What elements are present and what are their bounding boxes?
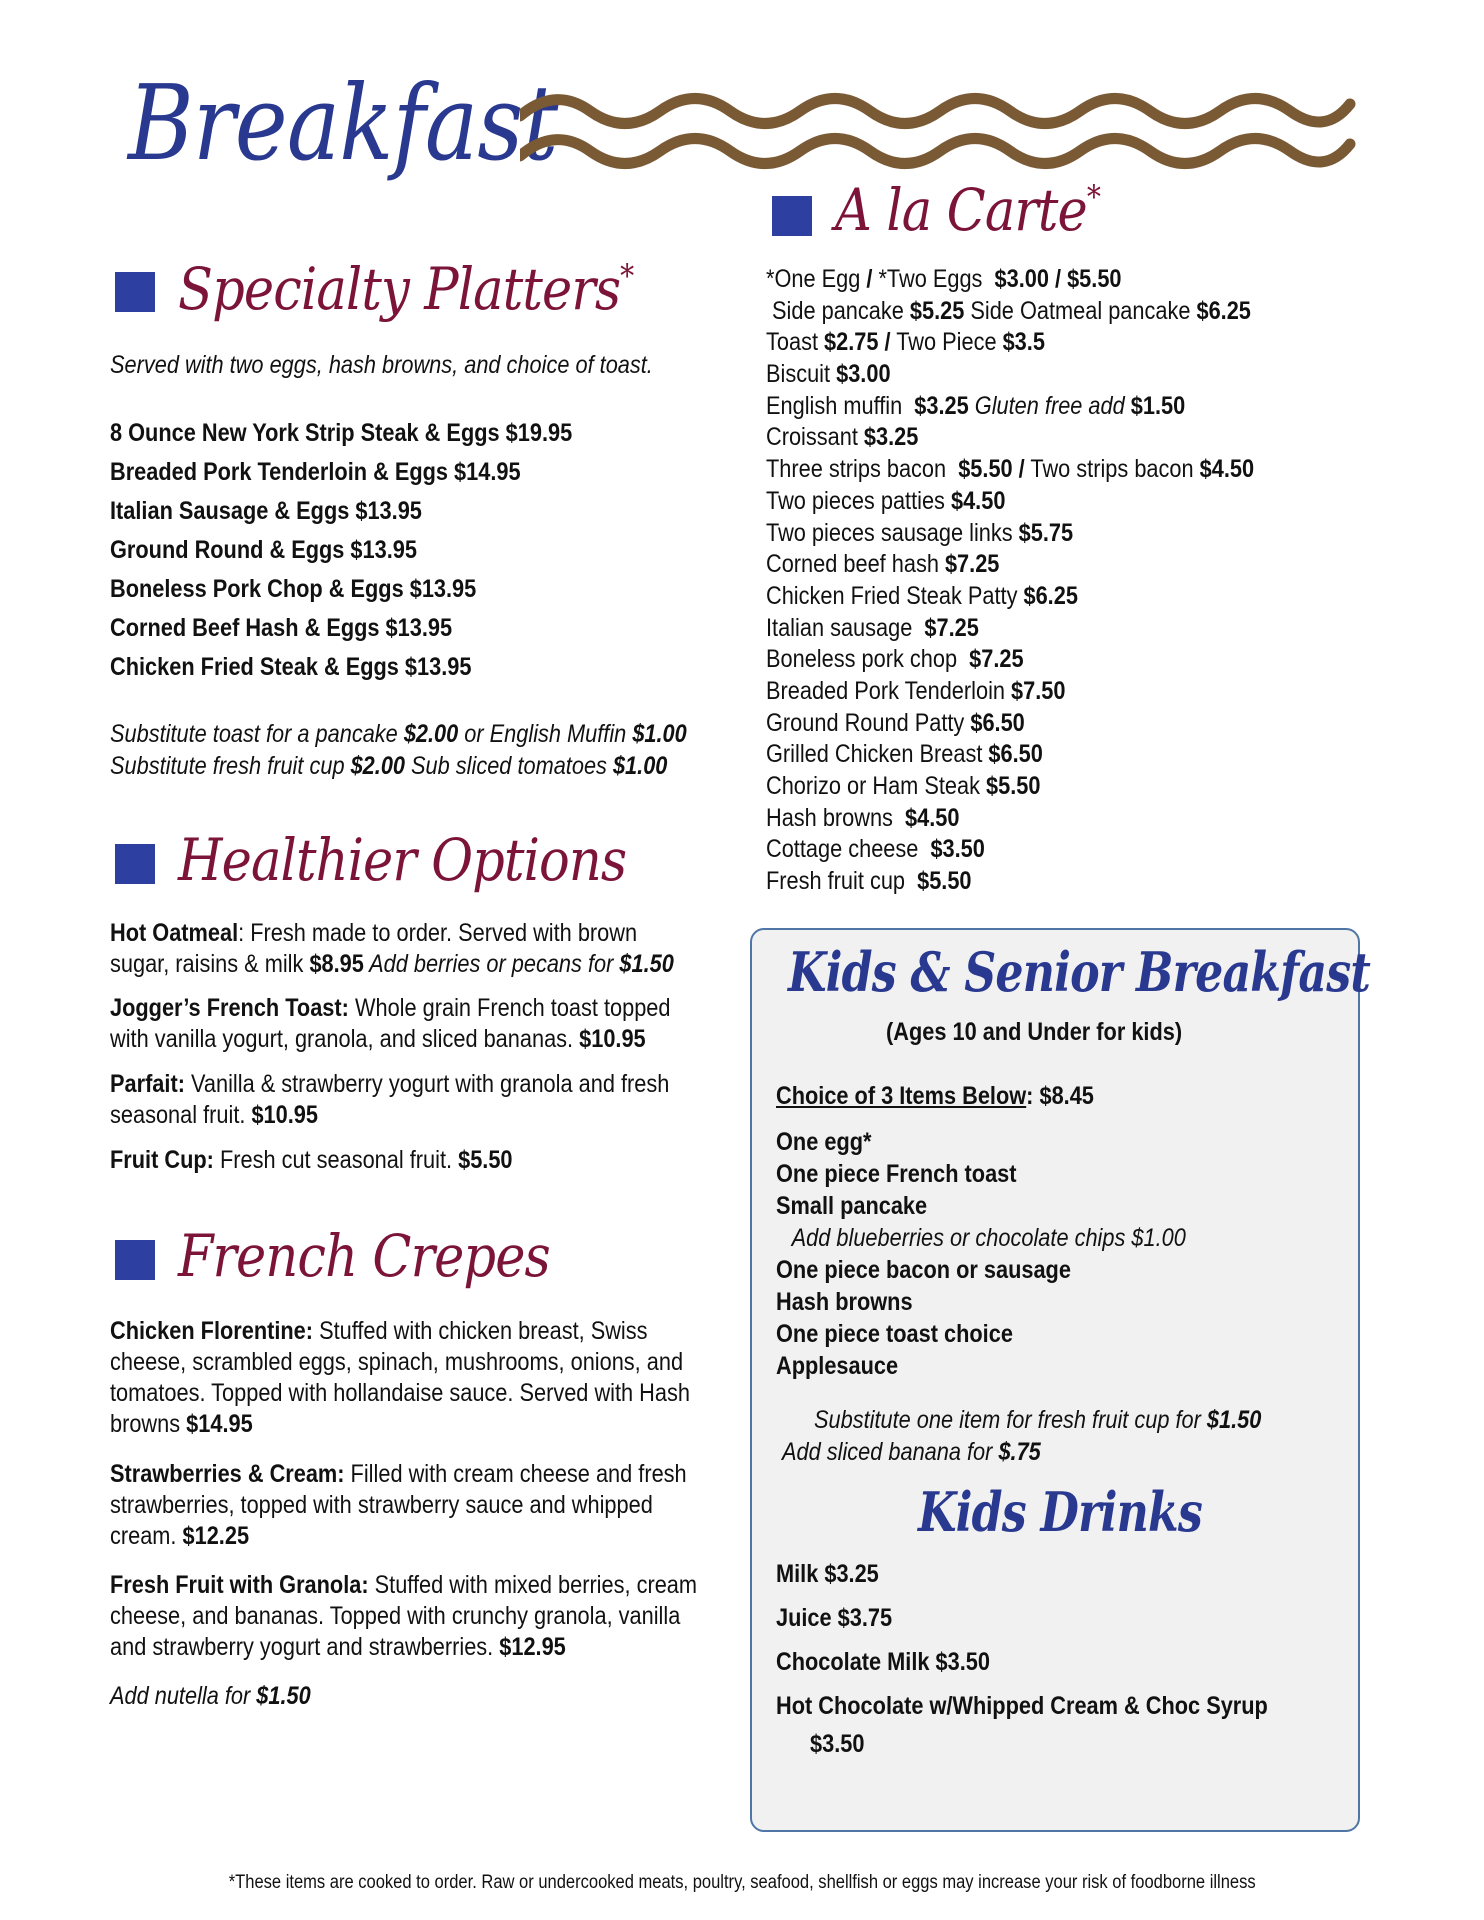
kids-menu-item: One piece bacon or sausage bbox=[776, 1256, 1071, 1284]
specialty-platters-title: Specialty Platters* bbox=[178, 255, 634, 323]
a-la-carte-item: Italian sausage $7.25 bbox=[766, 613, 979, 642]
platter-item: 8 Ounce New York Strip Steak & Eggs $19.95 bbox=[110, 419, 573, 447]
a-la-carte-item: Hash browns $4.50 bbox=[766, 803, 960, 832]
kids-menu-item: Hash browns bbox=[776, 1288, 913, 1316]
kids-menu-item: One egg* bbox=[776, 1128, 872, 1156]
kids-drink-item: Juice $3.75 bbox=[776, 1604, 893, 1632]
section-bullet bbox=[115, 272, 155, 312]
a-la-carte-item: Side pancake $5.25 Side Oatmeal pancake $6.25 bbox=[766, 296, 1251, 325]
platters-subtitle: Served with two eggs, hash browns, and choice of toast. bbox=[110, 351, 653, 379]
kids-menu-item: One piece toast choice bbox=[776, 1320, 1013, 1348]
hot-chocolate-price: $3.50 bbox=[810, 1730, 865, 1758]
kids-substitute-note: Substitute one item for fresh fruit cup for $1.50 bbox=[814, 1406, 1262, 1434]
a-la-carte-item: Toast $2.75 / Two Piece $3.5 bbox=[766, 328, 1045, 357]
age-note: (Ages 10 and Under for kids) bbox=[886, 1018, 1183, 1046]
section-bullet bbox=[115, 844, 155, 884]
platters-list bbox=[110, 414, 572, 687]
platter-item: Italian Sausage & Eggs $13.95 bbox=[110, 497, 422, 525]
kids-drink-item: Hot Chocolate w/Whipped Cream & Choc Syrup bbox=[776, 1692, 1268, 1720]
a-la-carte-title: A la Carte* bbox=[835, 176, 1101, 244]
a-la-carte-item: *One Egg / *Two Eggs $3.00 / $5.50 bbox=[766, 265, 1122, 293]
item-parfait: Parfait: Vanilla & strawberry yogurt with granola and fresh seasonal fruit. $10.95 bbox=[110, 1070, 670, 1129]
kids-menu-item: Small pancake bbox=[776, 1192, 928, 1220]
a-la-carte-item: Corned beef hash $7.25 bbox=[766, 550, 1000, 579]
page-title: Breakfast bbox=[128, 62, 558, 184]
a-la-carte-item: Biscuit $3.00 bbox=[766, 360, 891, 389]
platter-item: Boneless Pork Chop & Eggs $13.95 bbox=[110, 575, 477, 603]
a-la-carte-item: Chicken Fried Steak Patty $6.25 bbox=[766, 581, 1078, 610]
a-la-carte-item: Grilled Chicken Breast $6.50 bbox=[766, 740, 1043, 769]
item-joggers-french-toast: Jogger’s French Toast: Whole grain French toast topped with vanilla yogurt, granola, and sliced bananas. $10.95 bbox=[110, 994, 671, 1053]
a-la-carte-item: Three strips bacon $5.50 / Two strips bacon $4.50 bbox=[766, 455, 1255, 484]
kids-drinks-title: Kids Drinks bbox=[918, 1480, 1202, 1544]
a-la-carte-item: Breaded Pork Tenderloin $7.50 bbox=[766, 676, 1066, 705]
kids-banana-note: Add sliced banana for $.75 bbox=[782, 1438, 1041, 1466]
section-bullet bbox=[772, 196, 812, 236]
healthier-options-title: Healthier Options bbox=[178, 826, 627, 894]
item-hot-oatmeal: Hot Oatmeal: Fresh made to order. Served with brown sugar, raisins & milk $8.95 Add berries or pecans for $1.50 bbox=[110, 919, 674, 978]
footer-disclaimer: *These items are cooked to order. Raw or undercooked meats, poultry, seafood, shellfish or eggs may increase your risk of foodborne illness bbox=[228, 1872, 1256, 1893]
item-fresh-fruit-granola: Fresh Fruit with Granola: Stuffed with mixed berries, cream cheese, and bananas. Topped with crunchy granola, vanilla and strawberry yogurt and strawberries. $12.95 bbox=[110, 1571, 698, 1661]
a-la-carte-item: Croissant $3.25 bbox=[766, 423, 919, 452]
kids-menu-item: Applesauce bbox=[776, 1352, 899, 1380]
platters-substitute-2: Substitute fresh fruit cup $2.00 Sub sliced tomatoes $1.00 bbox=[110, 752, 668, 780]
item-fruit-cup: Fruit Cup: Fresh cut seasonal fruit. $5.50 bbox=[110, 1146, 513, 1174]
pancake-add-note: Add blueberries or chocolate chips $1.00 bbox=[791, 1224, 1186, 1252]
platter-item: Chicken Fried Steak & Eggs $13.95 bbox=[110, 653, 472, 681]
kids-senior-title: Kids & Senior Breakfast bbox=[788, 940, 1371, 1004]
choice-line: Choice of 3 Items Below: $8.45 bbox=[776, 1082, 1094, 1110]
kids-drink-item: Chocolate Milk $3.50 bbox=[776, 1648, 990, 1676]
section-bullet bbox=[115, 1240, 155, 1280]
platter-item: Corned Beef Hash & Eggs $13.95 bbox=[110, 614, 453, 642]
a-la-carte-item: Fresh fruit cup $5.50 bbox=[766, 867, 972, 896]
item-chicken-florentine: Chicken Florentine: Stuffed with chicken breast, Swiss cheese, scrambled eggs, spinach, mushrooms, onions, and tomatoes. Topped with hollandaise sauce. Served with Hash browns $14.95 bbox=[110, 1317, 690, 1438]
platters-substitute-1: Substitute toast for a pancake $2.00 or English Muffin $1.00 bbox=[110, 720, 687, 748]
a-la-carte-item: Two pieces patties $4.50 bbox=[766, 486, 1006, 515]
french-crepes-title: French Crepes bbox=[178, 1222, 550, 1290]
kids-senior-box bbox=[750, 928, 1371, 1832]
a-la-carte-item: Two pieces sausage links $5.75 bbox=[766, 518, 1074, 547]
a-la-carte-item: Boneless pork chop $7.25 bbox=[766, 645, 1024, 674]
kids-menu-item: One piece French toast bbox=[776, 1160, 1017, 1188]
platter-item: Ground Round & Eggs $13.95 bbox=[110, 536, 417, 564]
platter-item: Breaded Pork Tenderloin & Eggs $14.95 bbox=[110, 458, 521, 486]
kids-drink-item: Milk $3.25 bbox=[776, 1560, 879, 1588]
a-la-carte-item: Ground Round Patty $6.50 bbox=[766, 708, 1025, 737]
a-la-carte-item: Chorizo or Ham Steak $5.50 bbox=[766, 772, 1041, 800]
a-la-carte-item: English muffin $3.25 Gluten free add $1.50 bbox=[766, 391, 1186, 420]
item-strawberries-cream: Strawberries & Cream: Filled with cream cheese and fresh strawberries, topped with strawberry sauce and whipped cream. $12.25 bbox=[110, 1460, 687, 1550]
a-la-carte-item: Cottage cheese $3.50 bbox=[766, 835, 985, 864]
crepes-nutella-note: Add nutella for $1.50 bbox=[110, 1682, 311, 1710]
a-la-carte-list bbox=[766, 264, 1254, 898]
wave-decoration bbox=[520, 86, 1360, 176]
